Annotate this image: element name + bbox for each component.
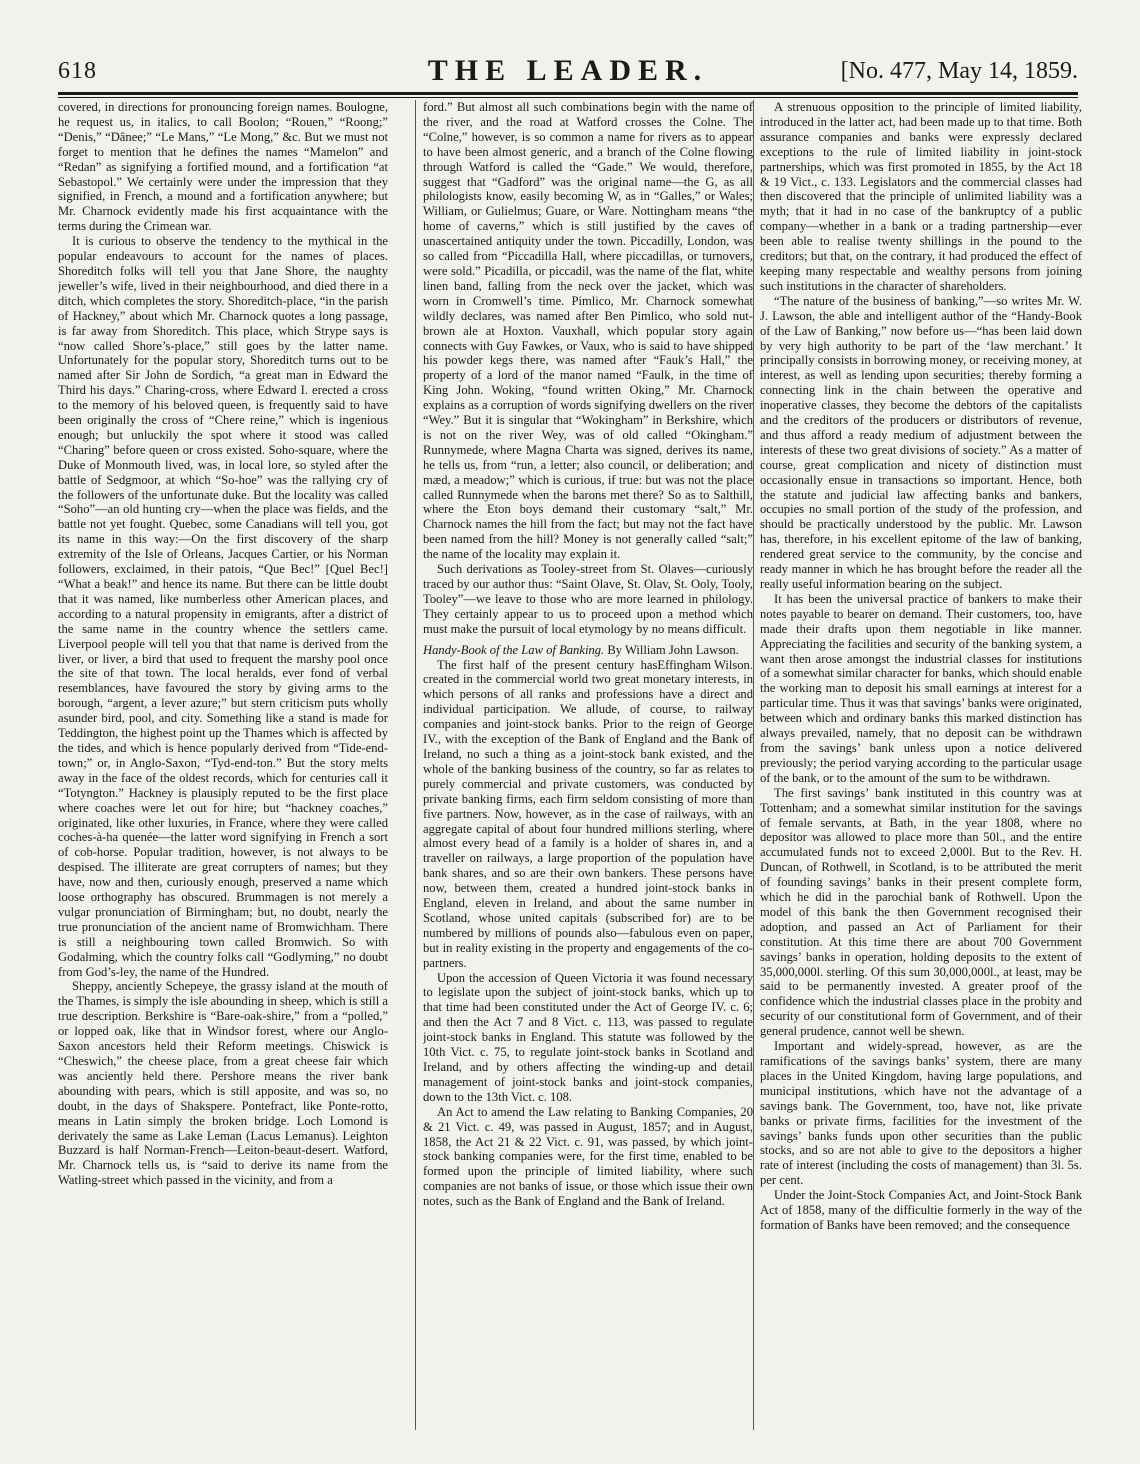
issue-date: [No. 477, May 14, 1859. [840, 58, 1078, 84]
paragraph: Under the Joint-Stock Companies Act, and Joint-Stock Bank Act of 1858, many of the difficultie formerly in the way of the formation of Banks have been removed; and the consequence [760, 1188, 1082, 1232]
newspaper-title: THE LEADER. [427, 54, 709, 87]
column-3 [760, 100, 1082, 1440]
paragraph: A strenuous opposition to the principle of limited liability, introduced in the latter act, had been made up to that time. Both assurance companies and banks were expressly declared exceptions to the rule of limited liability in joint-stock partnerships, which was first promoted in 1855, by the Act 18 & 19 Vict., c. 133. Legislators and the commercial classes had then discovered that the principle of unlimited liability was a myth; that it had in no case of the bankruptcy of a public company—whether in a bank or a trading partnership—ever been able to realise twenty shillings in the pound to the creditors; but that, on the contrary, it had produced the effect of keeping many respectable and wealthy persons from joining such institutions in the character of shareholders. [760, 100, 1082, 293]
paragraph: Upon the accession of Queen Victoria it was found necessary to legislate upon the subject of joint-stock banks, which up to that time had been constituted under the Act of George IV. c. 6; and then the Act 7 and 8 Vict. c. 113, was passed to regulate joint-stock banks in England. This statute was followed by the 10th Vict. c. 75, to regulate joint-stock banks in Scotland and Ireland, and by others affecting the winding-up and detail management of joint-stock banks and joint-stock companies, down to the 13th Vict. c. 108. [423, 970, 753, 1104]
page-number: 618 [58, 58, 97, 84]
paragraph: Important and widely-spread, however, as are the ramifications of the savings banks’ system, there are many places in the United Kingdom, having large populations, and municipal institutions, which have not the advantage of a savings bank. The Government, too, have not, like private banks or private firms, facilities for the investment of the savings’ banks funds upon other securities than the public stocks, and so are not able to give to the depositors a higher rate of interest (including the costs of management) than 3l. 5s. per cent. [760, 1039, 1082, 1188]
column-divider [753, 100, 754, 1430]
column-1 [58, 100, 388, 1440]
masthead [58, 54, 1078, 90]
paragraph: ford.” But almost all such combinations begin with the name of the river, and the road at Watford crosses the Colne. The “Colne,” however, is so common a name for rivers as to appear to have been almost generic, and a branch of the Colne flowing through Watford is called the “Gade.” We would, therefore, suggest that “Gadford” was the original name—the G, as all philologists know, easily becoming W, as in “Galles,” or Wales; William, or Gulielmus; Guare, or Ware. Nottingham means “the home of caverns,” which is still justified by the caves of unascertained antiquity under the town. Piccadilly, London, was so called from “Piccadilla Hall, where piccadillas, or turnovers, were sold.” Picadilla, or piccadil, was the name of the flat, white linen band, falling from the neck over the jacket, which was worn in Cromwell’s time. Pimlico, Mr. Charnock somewhat wildly declares, was named after Ben Pimlico, who sold nut-brown ale at Hoxton. Vauxhall, which popular story again connects with Guy Fawkes, or Vaux, who is said to have shipped his powder kegs there, was named after “Fauk’s Hall,” the property of a lord of the manor named “Faulk, in the time of King John. Woking, “found written Oking,” Mr. Charnock explains as a corruption of words signifying dwellers on the river “Wey.” But it is singular that “Wokingham” in Berkshire, which is not on the river Wey, was of old called “Okingham.” Runnymede, where Magna Charta was signed, derives its name, he tells us, from “run, a letter; also council, or deliberation; and mæd, a meadow;” which is curious, if true: but was not the place called Runnymede when the barons met there? So as to Salthill, where the Eton boys demand their customary “salt,” Mr. Charnock names the hill from the fact; but may not the fact have been named from the hill? Money is not generally called “salt;” the name of the locality may explain it. [423, 100, 753, 562]
masthead-rule-thick [58, 92, 1078, 95]
paragraph: It has been the universal practice of bankers to make their notes payable to bearer on demand. Their customers, too, have made their drafts upon them negotiable in like manner. Appreciating the facilities and security of the banking system, a want then arose amongst the industrial classes for institutions of a somewhat similar character for banks, which should enable the working man to deposit his small earnings at interest for a particular time. Thus it was that savings’ banks were originated, between which and ordinary banks this marked distinction has always prevailed, namely, that no deposit can be withdrawn from the savings’ bank unless upon a notice delivered previously; the period varying according to the particular usage of the bank, or to the amount of the sum to be withdrawn. [760, 591, 1082, 785]
paragraph: Such derivations as Tooley-street from St. Olaves—curiously traced by our author thus: “Saint Olave, St. Olav, St. Ooly, Tooly, Tooley”—we leave to those who are more learned in philology. They certainly appear to us to proceed upon a method which must make the pursuit of local etymology by no means difficult. [423, 562, 753, 636]
masthead-rule-thin [58, 97, 1078, 98]
paragraph: covered, in directions for pronouncing foreign names. Boulogne, he request us, in italics, to call Boolon; “Rouen,” “Roong;” “Denis,” “Dânee;” “Le Mans,” “Le Mong,” &c. But we must not forget to mention that he defines the names “Mamelon” and “Redan” as signifying a fortified mound, and a fortification “at Sebastopol.” We certainly were under the impression that they signified, in French, a mound and a fortification anywhere; but Mr. Charnock evidently made his first acquaintance with the terms during the Crimean war. [58, 100, 388, 234]
paragraph: Sheppy, anciently Schepeye, the grassy island at the mouth of the Thames, is simply the isle abounding in sheep, which is still a true description. Berkshire is “Bare-oak-shire,” from a “polled,” or lopped oak, like that in Windsor forest, where our Anglo-Saxon ancestors held their Reform meetings. Chiswick is “Cheswich,” the cheese place, from a great cheese fair which was anciently held there. Pershore means the river bank abounding with pears, which is still apposite, and was so, no doubt, in the days of Shakspere. Pontefract, like Ponte-rotto, means in Latin simply the broken bridge. Loch Lomond is derivately the same as Lake Leman (Lacus Lemanus). Leighton Buzzard is half Norman-French—Leiton-beaut-desert. Watford, Mr. Charnock tells us, is “said to derive its name from the Watling-street which passed in the vicinity, and from a [58, 979, 388, 1188]
paragraph: The first savings’ bank instituted in this country was at Tottenham; and a somewhat similar institution for the savings of female servants, at Bath, in the year 1808, where no depositor was allowed to place more than 50l., and the entire accumulated funds not to exceed 2,000l. But to the Rev. H. Duncan, of Rothwell, in Scotland, is to be attributed the merit of founding savings’ banks in their present complete form, which he did in the parochial bank of Rothwell. Upon the model of this bank the then Government recognised their adoption, and passed an Act of Parliament for their constitution. At this time there are about 700 Government savings’ banks in operation, holding deposits to the extent of 35,000,000l. sterling. Of this sum 30,000,000l., at least, may be said to be permanently invested. A greater proof of the confidence which the industrial classes place in the probity and security of our constitutional form of Government, and of their general prudence, cannot well be shewn. [760, 785, 1082, 1039]
paragraph: The first half of the present century has created in the commercial world two great monetary interests, in which persons of all ranks and professions have a direct and individual participation. We allude, of course, to railway companies and joint-stock banks. Prior to the reign of George IV., with the exception of the Bank of England and the Bank of Ireland, no such a thing as a joint-stock bank existed, and the whole of the banking business of the country, so far as relates to purely commercial and private customers, was conducted by private banking firms, each firm seldom consisting of more than five partners. Now, however, as in the case of railways, with an aggregate capital of about four hundred millions sterling, where almost every head of a family is a holder of shares in, and a traveller on railways, a large proportion of the population have bank shares, and so are their own bankers. These persons have now, between them, created a hundred joint-stock banks in England, eleven in Ireland, and about the same number in Scotland, whose united capitals (subscribed for) are to be numbered by millions of pounds also—fabulous even on paper, but in reality existing in the property and engagements of the co-partners. [423, 657, 753, 970]
paragraph: “The nature of the business of banking,”—so writes Mr. W. J. Lawson, the able and intelligent author of the “Handy-Book of the Law of Banking,” now before us—“has been laid down by very high authority to be part of the ‘law merchant.’ It principally consists in borrowing money, or receiving money, at interest, as well as lending upon securities; thereby forming a connecting link in the chain between the operative and inoperative classes, they become the debtors of the capitalists and the creditors of the producers or distributors of revenue, and thus afford a ready medium of adjustment between the interests of these two great divisions of society.” As a matter of course, great complication and nicety of distinction must occasionally ensue in transactions so important. Hence, both the statute and judicial law affecting banks and bankers, occupies no small portion of the study of the profession, and should be practically understood by the public. Mr. Lawson has, therefore, in his excellent epitome of the law of banking, rendered great service to the community, by the concise and ready manner in which he has brought before the reader all the really useful information bearing on the subject. [760, 293, 1082, 591]
review-heading [423, 642, 753, 672]
column-2 [423, 100, 753, 1440]
review-publisher: Effingham Wilson. [657, 657, 753, 672]
paragraph: An Act to amend the Law relating to Banking Companies, 20 & 21 Vict. c. 49, was passed in August, 1857; and in August, 1858, the Act 21 & 22 Vict. c. 91, was passed, by which joint-stock banking companies were, for the first time, enabled to be formed upon the principle of limited liability, where such companies are not banks of issue, or those which issue their own notes, such as the Bank of England and the Bank of Ireland. [423, 1104, 753, 1209]
paragraph: It is curious to observe the tendency to the mythical in the popular endeavours to account for the names of places. Shoreditch folks will tell you that Jane Shore, the naughty jeweller’s wife, lived in their neighbourhood, and died there in a ditch, which completes the story. Shoreditch-place, “in the parish of Hackney,” about which Mr. Charnock quotes a long passage, is far away from Shoreditch. This place, which Strype says is “now called Shore’s-place,” still goes by the latter name. Unfortunately for the popular story, Shoreditch turns out to be named after Sir John de Sordich, “a great man in Edward the Third his days.” Charing-cross, where Edward I. erected a cross to the memory of his beloved queen, is frequently said to have been originally the cross of “Chere reine,” which is ingenious enough; but unluckily the spot where it stood was called “Charing” before queen or cross existed. Soho-square, where the Duke of Monmouth lived, was, in local lore, so styled after the battle of Sedgmoor, at which “So-hoe” was the rallying cry of the followers of the unfortunate duke. But the locality was called “Soho”—an old hunting cry—when the place was fields, and the battle not yet fought. Quebec, some Canadians will tell you, got its name in this way:—On the first discovery of the sharp extremity of the Isle of Orleans, Jacques Cartier, or his Norman followers, exclaimed, in their patois, “Que Bec!” [Quel Bec!] “What a beak!” and hence its name. But there can be little doubt that it was named, like numberless other American places, and according to a natural propensity in emigrants, after a district of the same name in the country whence the settlers came. Liverpool people will tell you that that name is derived from the liver, or liver, a bird that used to frequent the marshy pool once the site of that town. The local heralds, ever fond of verbal resemblances, have favoured the story by giving arms to the borough, “argent, a lever azure;” but stern criticism puts wholly asunder bird, pool, and city. Something like a stand is made for Teddington, the highest point up the Thames which is affected by the tides, and which is hence popularly derived from “Tide-end-town;” or, in Anglo-Saxon, “Tyd-end-ton.” But the story melts away in the face of the oldest records, which for centuries call it “Totyngton.” Hackney is plausiply reputed to be the first place where coaches were let out for hire; but “hackney coaches,” originated, like other luxuries, in France, where they were called coches-à-ha quenée—the latter word signifying in French a sort of cob-horse. Popular tradition, however, is not always to be despised. The illiterate are great corrupters of names; but they have, now and then, curiously enough, preserved a name which loose orthography has obscured. Brummagen is not merely a vulgar pronunciation of Birmingham; but, no doubt, nearly the true pronunciation of the ancient name of Bromwichham. There is still a neighbouring town called Bromwich. So with Godalming, which the country folks call “Godlyming,” no doubt from God’s-ley, the name of the Hundred. [58, 234, 388, 979]
review-title: Handy-Book of the Law of Banking. [423, 642, 605, 657]
column-divider [415, 100, 416, 1430]
review-author: By William John Lawson. [607, 642, 739, 657]
